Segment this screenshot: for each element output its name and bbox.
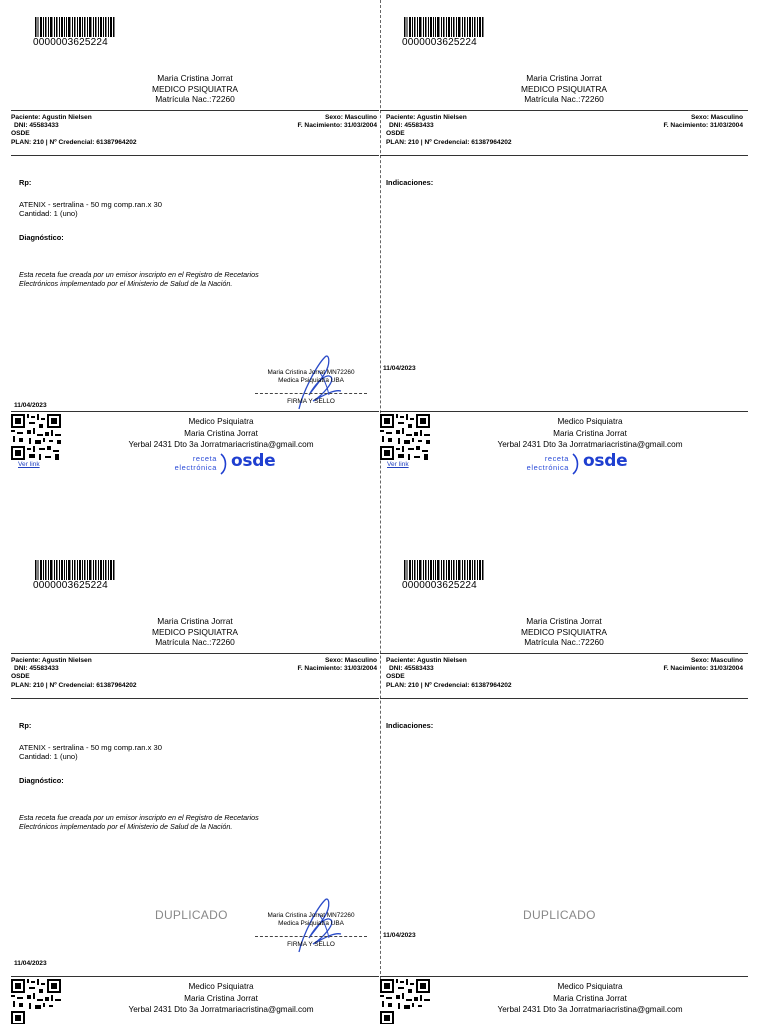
patient-plan: PLAN: 210 | Nº Credencial: 61387964202 xyxy=(11,138,137,146)
footer-info xyxy=(71,981,371,1016)
medication-name: ATENIX - sertralina - 50 mg comp.ran.x 30 xyxy=(19,200,162,209)
divider xyxy=(380,155,748,156)
doctor-license: Matrícula Nac.:72260 xyxy=(524,637,604,647)
barcode xyxy=(404,17,484,37)
patient-sex: Sexo: Masculino xyxy=(690,114,743,121)
divider xyxy=(380,698,748,699)
footer-info xyxy=(440,981,740,1016)
barcode xyxy=(404,560,484,580)
doctor-license: Matrícula Nac.:72260 xyxy=(155,637,235,647)
divider xyxy=(11,110,379,111)
prescription-date: 11/04/2023 xyxy=(14,402,47,409)
logo-osde-brand: osde xyxy=(583,451,628,471)
doctor-name: Maria Cristina Jorrat xyxy=(526,616,602,626)
rp-label: Rp: xyxy=(19,721,32,730)
stamp-line-2: Medica Psiquiatra UBA xyxy=(278,377,344,384)
medication-quantity: Cantidad: 1 (uno) xyxy=(19,752,78,761)
footer-specialty: Medico Psiquiatra xyxy=(188,982,254,991)
legal-line-1: Esta receta fue creada por un emisor inscripto en el Registro de Recetarios xyxy=(19,270,259,279)
doctor-license: Matrícula Nac.:72260 xyxy=(524,94,604,104)
indications-label: Indicaciones: xyxy=(386,721,434,730)
patient-birthdate: F. Nacimiento: 31/03/2004 xyxy=(297,665,377,673)
footer-divider xyxy=(11,411,379,412)
signature-stamp xyxy=(251,912,371,928)
patient-dni: DNI: 45583433 xyxy=(389,122,434,130)
legal-notice xyxy=(19,814,259,832)
legal-line-2: Electrónicos implementado por el Ministerio de Salud de la Nación. xyxy=(19,821,233,831)
footer-contact: Yerbal 2431 Dto 3a Jorratmariacristina@gmail.com xyxy=(497,440,683,449)
patient-insurer: OSDE xyxy=(386,673,405,681)
footer-contact: Yerbal 2431 Dto 3a Jorratmariacristina@gmail.com xyxy=(128,440,314,449)
footer-info xyxy=(71,416,371,451)
medication-block xyxy=(19,743,162,761)
patient-sex: Sexo: Masculino xyxy=(324,114,377,121)
doctor-specialty: MEDICO PSIQUIATRA xyxy=(521,83,607,94)
qr-code xyxy=(11,414,61,460)
doctor-name: Maria Cristina Jorrat xyxy=(157,73,233,83)
doctor-header xyxy=(11,73,379,105)
footer-contact: Yerbal 2431 Dto 3a Jorratmariacristina@gmail.com xyxy=(497,1005,683,1014)
footer-specialty: Medico Psiquiatra xyxy=(557,982,623,991)
patient-dni: DNI: 45583433 xyxy=(14,122,59,130)
ver-link[interactable]: Ver link xyxy=(18,461,40,468)
patient-name: Paciente: Agustin Nielsen xyxy=(386,657,467,664)
patient-plan: PLAN: 210 | Nº Credencial: 61387964202 xyxy=(386,681,512,689)
footer-contact: Yerbal 2431 Dto 3a Jorratmariacristina@gmail.com xyxy=(128,1005,314,1014)
logo-osde-brand: osde xyxy=(231,451,276,471)
legal-line-2: Electrónicos implementado por el Ministerio de Salud de la Nación. xyxy=(19,278,233,288)
indications-original xyxy=(380,14,748,484)
barcode xyxy=(35,560,115,580)
medication-name: ATENIX - sertralina - 50 mg comp.ran.x 30 xyxy=(19,743,162,752)
qr-code xyxy=(380,979,430,1024)
divider xyxy=(11,155,379,156)
logo-bracket-icon xyxy=(219,453,229,475)
patient-birthdate: F. Nacimiento: 31/03/2004 xyxy=(663,665,743,673)
medication-block xyxy=(19,200,162,218)
diagnosis-label: Diagnóstico: xyxy=(19,776,64,785)
doctor-header xyxy=(11,616,379,648)
stamp-line-1: Maria Cristina Jorrat MN72260 xyxy=(267,912,355,919)
logo-receta-text xyxy=(167,454,217,472)
indications-date: 11/04/2023 xyxy=(383,932,416,939)
divider xyxy=(11,698,379,699)
doctor-specialty: MEDICO PSIQUIATRA xyxy=(152,83,238,94)
doctor-license: Matrícula Nac.:72260 xyxy=(155,94,235,104)
divider xyxy=(11,653,379,654)
footer-info xyxy=(440,416,740,451)
doctor-header xyxy=(380,616,748,648)
indications-label: Indicaciones: xyxy=(386,178,434,187)
patient-sex: Sexo: Masculino xyxy=(690,657,743,664)
duplicate-watermark: DUPLICADO xyxy=(155,908,228,922)
footer-divider xyxy=(11,976,379,977)
duplicate-watermark: DUPLICADO xyxy=(523,908,596,922)
patient-sex: Sexo: Masculino xyxy=(324,657,377,664)
logo-receta-line-1: receta xyxy=(192,454,217,463)
signature-label: FIRMA Y SELLO xyxy=(287,941,335,948)
stamp-line-2: Medica Psiquiatra UBA xyxy=(278,920,344,927)
doctor-name: Maria Cristina Jorrat xyxy=(157,616,233,626)
patient-name: Paciente: Agustin Nielsen xyxy=(11,657,92,664)
patient-info xyxy=(11,657,377,690)
logo-receta-line-2: electrónica xyxy=(174,463,217,472)
patient-name: Paciente: Agustin Nielsen xyxy=(11,114,92,121)
doctor-specialty: MEDICO PSIQUIATRA xyxy=(521,626,607,637)
diagnosis-label: Diagnóstico: xyxy=(19,233,64,242)
doctor-name: Maria Cristina Jorrat xyxy=(526,73,602,83)
qr-code xyxy=(380,414,430,460)
doctor-header xyxy=(380,73,748,105)
barcode-number: 0000003625224 xyxy=(402,580,477,591)
patient-name: Paciente: Agustin Nielsen xyxy=(386,114,467,121)
osde-receta-logo xyxy=(167,453,287,477)
patient-insurer: OSDE xyxy=(11,130,30,138)
patient-plan: PLAN: 210 | Nº Credencial: 61387964202 xyxy=(11,681,137,689)
signature-line xyxy=(255,393,367,394)
divider xyxy=(380,110,748,111)
patient-dni: DNI: 45583433 xyxy=(14,665,59,673)
patient-birthdate: F. Nacimiento: 31/03/2004 xyxy=(297,122,377,130)
footer-specialty: Medico Psiquiatra xyxy=(188,417,254,426)
footer-name: Maria Cristina Jorrat xyxy=(184,993,258,1003)
patient-info xyxy=(11,114,377,147)
barcode xyxy=(35,17,115,37)
patient-plan: PLAN: 210 | Nº Credencial: 61387964202 xyxy=(386,138,512,146)
footer-name: Maria Cristina Jorrat xyxy=(184,428,258,438)
qr-code xyxy=(11,979,61,1024)
barcode-number: 0000003625224 xyxy=(33,37,108,48)
patient-dni: DNI: 45583433 xyxy=(389,665,434,673)
indications-duplicate xyxy=(380,557,748,1024)
patient-info xyxy=(386,114,743,147)
footer-name: Maria Cristina Jorrat xyxy=(553,993,627,1003)
logo-bracket-icon xyxy=(571,453,581,475)
doctor-specialty: MEDICO PSIQUIATRA xyxy=(152,626,238,637)
rp-label: Rp: xyxy=(19,178,32,187)
indications-date: 11/04/2023 xyxy=(383,365,416,372)
signature-stamp xyxy=(251,369,371,385)
medication-quantity: Cantidad: 1 (uno) xyxy=(19,209,78,218)
patient-insurer: OSDE xyxy=(11,673,30,681)
prescription-original xyxy=(11,14,379,484)
footer-specialty: Medico Psiquiatra xyxy=(557,417,623,426)
divider xyxy=(380,653,748,654)
barcode-number: 0000003625224 xyxy=(402,37,477,48)
patient-info xyxy=(386,657,743,690)
logo-receta-line-1: receta xyxy=(544,454,569,463)
legal-line-1: Esta receta fue creada por un emisor inscripto en el Registro de Recetarios xyxy=(19,813,259,822)
prescription-duplicate xyxy=(11,557,379,1024)
stamp-line-1: Maria Cristina Jorrat MN72260 xyxy=(267,369,355,376)
barcode-number: 0000003625224 xyxy=(33,580,108,591)
patient-birthdate: F. Nacimiento: 31/03/2004 xyxy=(663,122,743,130)
legal-notice xyxy=(19,271,259,289)
footer-divider xyxy=(380,411,748,412)
signature-line xyxy=(255,936,367,937)
ver-link[interactable]: Ver link xyxy=(387,461,409,468)
prescription-date: 11/04/2023 xyxy=(14,960,47,967)
signature-label: FIRMA Y SELLO xyxy=(287,398,335,405)
footer-divider xyxy=(380,976,748,977)
patient-insurer: OSDE xyxy=(386,130,405,138)
osde-receta-logo xyxy=(519,453,639,477)
logo-receta-text xyxy=(519,454,569,472)
footer-name: Maria Cristina Jorrat xyxy=(553,428,627,438)
logo-receta-line-2: electrónica xyxy=(526,463,569,472)
